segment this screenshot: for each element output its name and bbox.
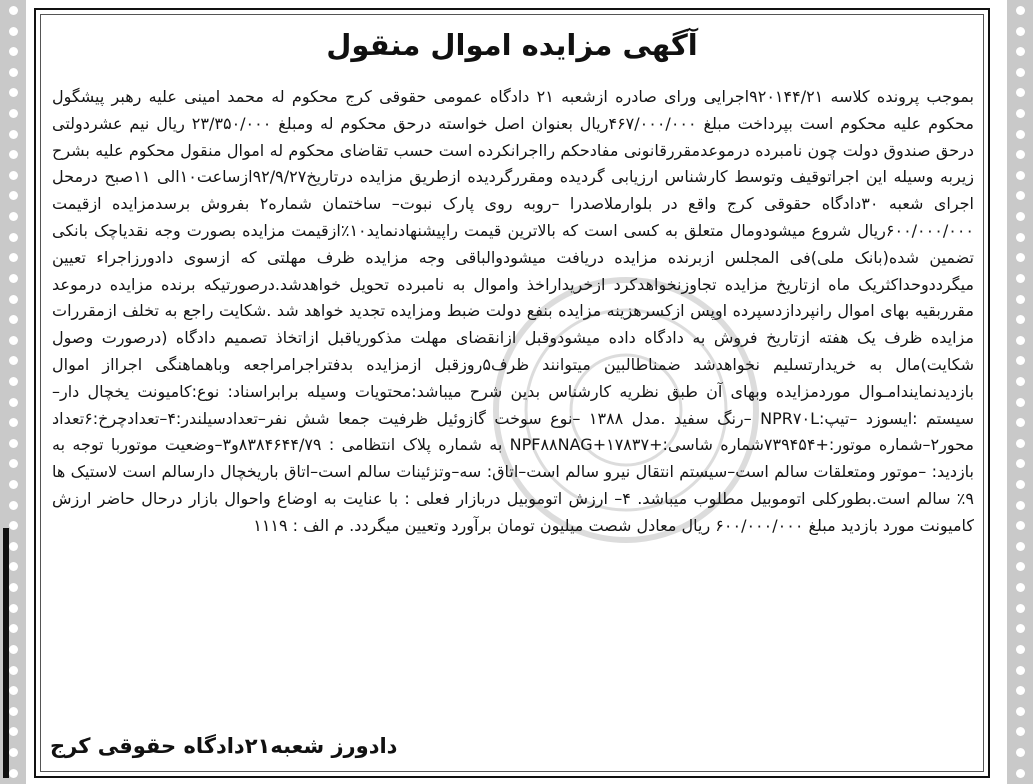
perforation-hole	[9, 47, 18, 56]
perforation-hole	[1016, 727, 1025, 736]
perforation-hole	[1016, 6, 1025, 15]
perforation-hole	[1016, 480, 1025, 489]
perforation-hole	[9, 191, 18, 200]
perforation-hole	[9, 583, 18, 592]
perforation-hole	[1016, 88, 1025, 97]
perforation-hole	[1016, 604, 1025, 613]
perforation-hole	[1016, 315, 1025, 324]
perforation-hole	[1016, 109, 1025, 118]
perforation-hole	[1016, 171, 1025, 180]
perforation-hole	[1016, 624, 1025, 633]
perforation-hole	[9, 212, 18, 221]
perforation-hole	[1016, 233, 1025, 242]
perforation-hole	[9, 707, 18, 716]
right-perforation-strip	[1007, 0, 1033, 784]
perforation-hole	[1016, 295, 1025, 304]
perforation-hole	[9, 418, 18, 427]
perforation-hole	[1016, 521, 1025, 530]
perforation-hole	[9, 727, 18, 736]
perforation-hole	[9, 130, 18, 139]
perforation-hole	[1016, 212, 1025, 221]
perforation-hole	[1016, 707, 1025, 716]
perforation-hole	[9, 459, 18, 468]
perforation-hole	[9, 624, 18, 633]
perforation-hole	[9, 171, 18, 180]
perforation-hole	[1016, 356, 1025, 365]
perforation-hole	[9, 686, 18, 695]
perforation-hole	[9, 398, 18, 407]
perforation-hole	[9, 68, 18, 77]
perforation-hole	[9, 480, 18, 489]
perforation-hole	[9, 666, 18, 675]
perforation-hole	[1016, 769, 1025, 778]
perforation-hole	[1016, 377, 1025, 386]
perforation-hole	[9, 439, 18, 448]
perforation-hole	[9, 769, 18, 778]
edge-mark	[3, 528, 9, 778]
perforation-hole	[1016, 666, 1025, 675]
perforation-hole	[9, 274, 18, 283]
perforation-hole	[9, 521, 18, 530]
perforation-hole	[9, 501, 18, 510]
perforation-hole	[1016, 130, 1025, 139]
notice-body	[52, 84, 974, 540]
perforation-hole	[9, 27, 18, 36]
perforation-hole	[9, 748, 18, 757]
notice-body-paragraph: بموجب پرونده کلاسه ۹۲۰۱۴۴/۲۱اجرایی ورای صادره ازشعبه ۲۱ دادگاه عمومی حقوقی کرج محکوم له محمد امینی علیه رهبر پیشگول محکوم علیه محکوم است بپرداخت مبلغ ۴۶۷/۰۰۰/۰۰۰ریال بعنوان اصل خواسته درحق محکوم له ومبلغ ۲۳/۳۵۰/۰۰۰ ریال نیم عشردولتی درحق صندوق دولت چون نامبرده درموعدمقررقانونی مفادحکم رااجرانکرده است حسب تقاضای محکوم له اموال منقول محکوم علیه بشرح زیربه وسیله این اجراتوقیف وتوسط کارشناس ارزیابی گردیده ومقررگردیده ازطریق مزایده درتاریخ۹۲/۹/۲۷ازساعت۱۰الی ۱۱صبح درمحل اجرای شعبه ۳۰دادگاه حقوقی کرج واقع در بلوارملاصدرا –روبه روی پارک نبوت– ساختمان شماره۲ بفروش برسدمزایده ازقیمت ۶۰۰/۰۰۰/۰۰۰ریال شروع میشودومال متعلق به کسی است که بالاترین قیمت راپیشنهادنماید۱۰٪ازقیمت مزایده بصورت وجه نقدیاچک بانکی تضمین شده(بانک ملی)فی المجلس ازبرنده مزایده دریافت میشودوالباقی وجه مزایده ظرف مهلتی که ازسوی دادورزاجراء تعیین میگرددوحداکثریک ماه ازتاریخ مزایده تجاوزنخواهدکرد ازخریداراخذ واموال به نامبرده تحویل خواهدشد.درصورتیکه برنده مزایده درموعد مقرربقیه بهای اموال رانپردازدسپرده اوپس ازکسرهزینه مزایده بنفع دولت ضبط ومزایده تجدید خواهد شد .شکایت راجع به تخلف ازمقررات مزایده ظرف یک هفته ازتاریخ فروش به دادگاه داده میشودوقبل ازانقضای مهلت مذکورياقبل ازاتخاذ تصمیم دادگاه (درصورت وصول شکایت)مال به خریدارتسلیم نخواهدشد ضمناطالبین میتوانند ظرف۵روزقبل ازمزایده بدفتراجرامراجعه وباهماهنگی اجرااز اموال بازدیدنمایندامـوال موردمزایده وبهای آن طبق نظریه کارشناس بدین شرح میباشد:محتویات وسیله برابراسناد: نوع:کامیونت یخچال دار– سیستم :ایسوزد –تیپ:NPR۷۰L –رنگ سفید .مدل ۱۳۸۸ –نوع سوخت گازوئیل ظرفیت جمعا شش نفر–تعدادسیلندر:۴–تعدادچرخ:۶تعداد محور۲–شماره موتور:+۷۳۹۴۵۴شماره شاسی:+۱۷۸۳۷+NPF۸۸NAG به شماره پلاک انتظامی : ۸۳۸۴۶۴۴/۷۹و۳–وضعیت موتوربا توجه به بازدید: –موتور ومتعلقات سالم است–سیستم انتقال نیرو سالم است–اتاق: سه–وتزئینات سالم است–اتاق باریخچال دارسالم است لاستیک ها ۹٪ سالم است.بطورکلی اتوموبیل مطلوب میباشد. ۴– ارزش اتوموبیل دربازار فعلی : با عنایت به اوضاع واحوال بازار درحال حاضر ارزش کامیونت مورد بازدید مبلغ ۶۰۰/۰۰۰/۰۰۰ ریال معادل شصت میلیون تومان برآورد وتعیین میگردد. م الف : ۱۱۱۹	[52, 87, 975, 535]
perforation-hole	[9, 88, 18, 97]
perforation-hole	[1016, 418, 1025, 427]
perforation-hole	[1016, 542, 1025, 551]
perforation-hole	[1016, 562, 1025, 571]
perforation-hole	[9, 377, 18, 386]
perforation-hole	[1016, 686, 1025, 695]
perforation-hole	[9, 295, 18, 304]
perforation-hole	[1016, 459, 1025, 468]
perforation-hole	[9, 336, 18, 345]
perforation-hole	[9, 604, 18, 613]
perforation-hole	[9, 233, 18, 242]
perforation-hole	[9, 315, 18, 324]
perforation-hole	[1016, 47, 1025, 56]
perforation-hole	[1016, 253, 1025, 262]
perforation-hole	[9, 562, 18, 571]
perforation-hole	[9, 109, 18, 118]
perforation-hole	[1016, 439, 1025, 448]
perforation-hole	[9, 356, 18, 365]
perforation-hole	[1016, 191, 1025, 200]
perforation-hole	[1016, 336, 1025, 345]
perforation-hole	[9, 253, 18, 262]
perforation-hole	[1016, 501, 1025, 510]
perforation-hole	[1016, 274, 1025, 283]
perforation-hole	[9, 645, 18, 654]
auction-notice	[34, 8, 990, 778]
signature-line: دادورز شعبه۲۱دادگاه حقوقی کرج	[50, 734, 398, 758]
perforation-hole	[1016, 583, 1025, 592]
perforation-hole	[1016, 150, 1025, 159]
perforation-hole	[1016, 68, 1025, 77]
perforation-hole	[1016, 27, 1025, 36]
notice-title: آگهی مزایده اموال منقول	[326, 28, 698, 62]
perforation-hole	[1016, 398, 1025, 407]
perforation-hole	[9, 6, 18, 15]
perforation-hole	[9, 150, 18, 159]
perforation-hole	[1016, 748, 1025, 757]
perforation-hole	[1016, 645, 1025, 654]
perforation-hole	[9, 542, 18, 551]
